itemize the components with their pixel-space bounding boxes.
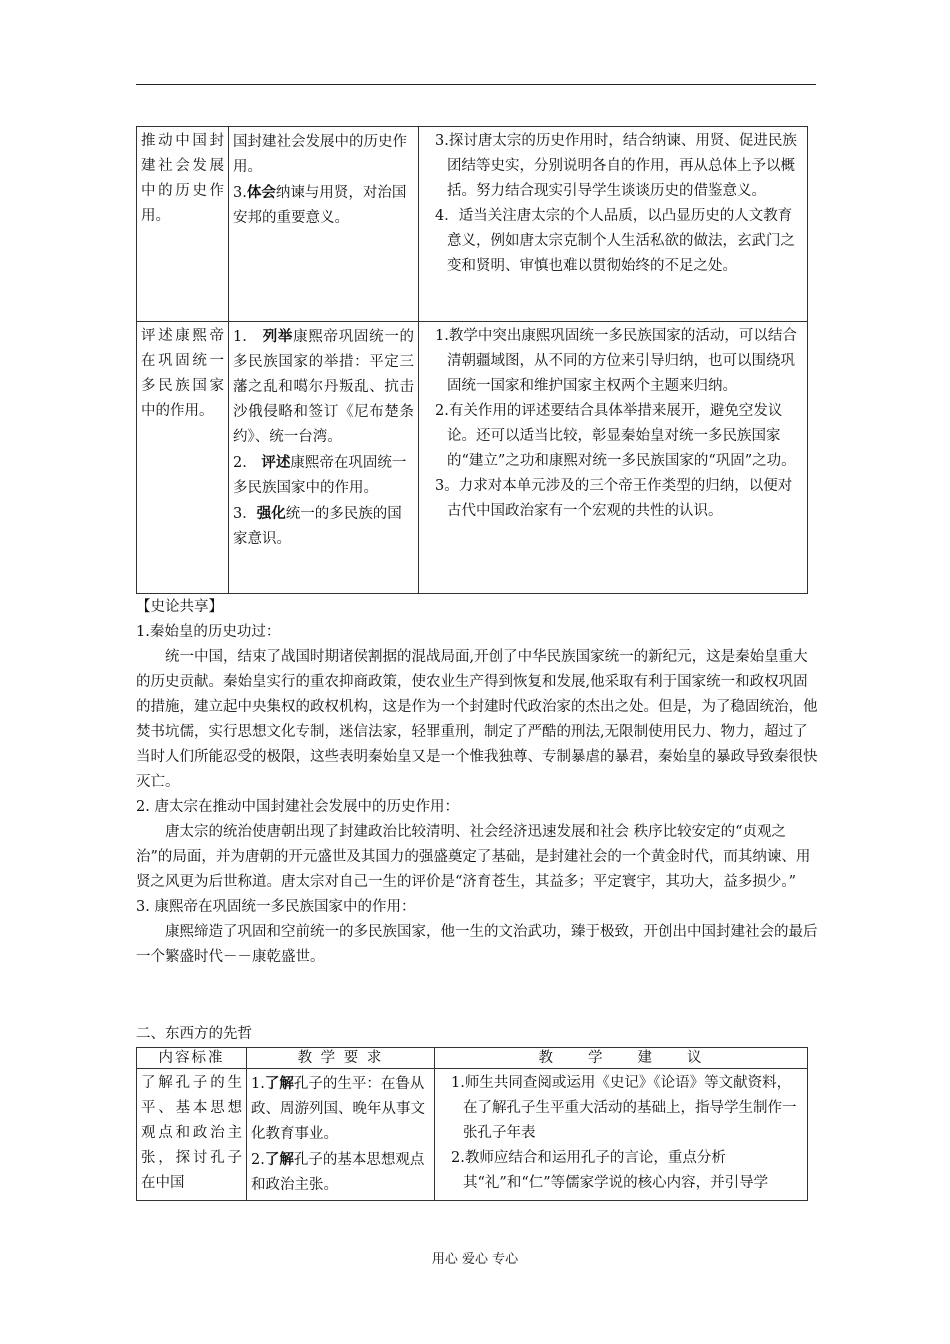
requirement-line: 1.了解孔子的生平：在鲁从政、周游列国、晚年从事文化教育事业。 bbox=[251, 1075, 425, 1142]
standard-cell: 了解孔子的生平、基本思想观点和政治主张，探讨孔子在中国 bbox=[137, 1069, 247, 1201]
requirement-line: 3．强化统一的多民族的国家意识。 bbox=[233, 505, 402, 547]
subsection-title: 2. 唐太宗在推动中国封建社会发展中的历史作用： bbox=[136, 799, 459, 815]
paragraph: 统一中国，结束了战国时期诸侯割据的混战局面,开创了中华民族国家统一的新纪元，这是秦始皇重大的历史贡献。秦始皇实行的重农抑商政策，使农业生产得到恢复和发展,他采取有利于国家统一和政权巩固的措施，建立起中央集权的政权机构，这是作为一个封建时代政治家的杰出之处。但是，为了稳固统治，他焚书坑儒，实行思想文化专制，迷信法家，轻罪重刑，制定了严酷的刑法,无限制使用民力、物力，超过了当时人们所能忍受的极限，这些表明秦始皇又是一个惟我独尊、专制暴虐的暴君，秦始皇的暴政导致秦很快灭亡。 bbox=[136, 649, 818, 790]
paragraph: 唐太宗的统治使唐朝出现了封建政治比较清明、社会经济迅速发展和社会 秩序比较安定的“贞观之治”的局面，并为唐朝的开元盛世及其国力的强盛奠定了基础，是封建社会的一个黄金时代，而其纳谏、用贤之风更为后世称道。唐太宗对自己一生的评价是“济育苍生，其益多；平定寰宇，其功大，益多损少。” bbox=[136, 824, 811, 890]
standard-cell: 评述康熙帝在巩固统一多民族国家中的作用。 bbox=[137, 322, 229, 594]
requirement-line: 2. 评述康熙帝在巩固统一多民族国家中的作用。 bbox=[233, 454, 407, 496]
suggestion-cell bbox=[419, 127, 808, 322]
page-footer: 用心 爱心 专心 bbox=[431, 1252, 519, 1267]
curriculum-table-2 bbox=[136, 1047, 808, 1201]
suggestion-cell bbox=[419, 322, 808, 594]
curriculum-table-1 bbox=[136, 126, 808, 594]
section-heading: 【史论共享】 bbox=[136, 599, 223, 615]
requirement-line: 2.了解孔子的基本思想观点和政治主张。 bbox=[251, 1151, 425, 1193]
suggestion-item: 1.教学中突出康熙巩固统一多民族国家的活动，可以结合清朝疆域图，从不同的方位来引导归纳，也可以围绕巩固统一国家和维护国家主权两个主题来归纳。 bbox=[435, 328, 797, 394]
requirement-line: 国封建社会发展中的历史作用。 bbox=[233, 134, 407, 175]
suggestion-item: 4．适当关注唐太宗的个人品质，以凸显历史的人文教育意义，例如唐太宗克制个人生活私欲的做法，玄武门之变和贤明、审慎也难以贯彻始终的不足之处。 bbox=[435, 208, 795, 274]
table-row bbox=[137, 322, 808, 594]
standard-cell: 推动中国封建社会发展中的历史作用。 bbox=[137, 127, 229, 322]
suggestion-item: 2.有关作用的评述要结合具体举措来展开，避免空发议论。还可以适当比较，彰显秦始皇对统一多民族国家的“建立”之功和康熙对统一多民族国家的“巩固”之功。 bbox=[435, 403, 796, 469]
subsection-title: 3. 康熙帝在巩固统一多民族国家中的作用： bbox=[136, 899, 416, 915]
suggestion-item: 2.教师应结合和运用孔子的言论，重点分析其“礼”和“仁”等儒家学说的核心内容，并引导学 bbox=[451, 1150, 769, 1191]
suggestion-item: 1.师生共同查阅或运用《史记》《论语》等文献资料，在了解孔子生平重大活动的基础上，指导学生制作一张孔子年表 bbox=[451, 1075, 797, 1141]
column-header: 内容标准 bbox=[137, 1048, 247, 1069]
requirement-cell bbox=[229, 127, 419, 322]
header-rule bbox=[136, 84, 816, 85]
suggestion-cell bbox=[435, 1069, 808, 1201]
table-header-row bbox=[137, 1048, 808, 1069]
subsection-title: 1.秦始皇的历史功过： bbox=[136, 624, 281, 640]
suggestion-item: 3。力求对本单元涉及的三个帝王作类型的归纳，以便对古代中国政治家有一个宏观的共性的认识。 bbox=[435, 478, 793, 519]
table-row bbox=[137, 127, 808, 322]
shilun-section bbox=[136, 595, 818, 970]
requirement-line: 3.体会纳谏与用贤，对治国安邦的重要意义。 bbox=[233, 184, 407, 226]
requirement-line: 1. 列举康熙帝巩固统一的多民族国家的举措：平定三藩之乱和噶尔丹叛乱、抗击沙俄侵略和签订《尼布楚条约》、统一台湾。 bbox=[233, 328, 415, 445]
column-header: 教 学 建 议 bbox=[435, 1048, 808, 1069]
column-header: 教 学 要 求 bbox=[247, 1048, 435, 1069]
requirement-cell bbox=[229, 322, 419, 594]
requirement-cell bbox=[247, 1069, 435, 1201]
suggestion-item: 3.探讨唐太宗的历史作用时，结合纳谏、用贤、促进民族团结等史实，分别说明各自的作用，再从总体上予以概括。努力结合现实引导学生谈谈历史的借鉴意义。 bbox=[435, 133, 797, 199]
section-title: 二、东西方的先哲 bbox=[136, 1026, 252, 1042]
table-row bbox=[137, 1069, 808, 1201]
paragraph: 康熙缔造了巩固和空前统一的多民族国家，他一生的文治武功，臻于极致，开创出中国封建社会的最后一个繁盛时代－－康乾盛世。 bbox=[136, 924, 818, 965]
